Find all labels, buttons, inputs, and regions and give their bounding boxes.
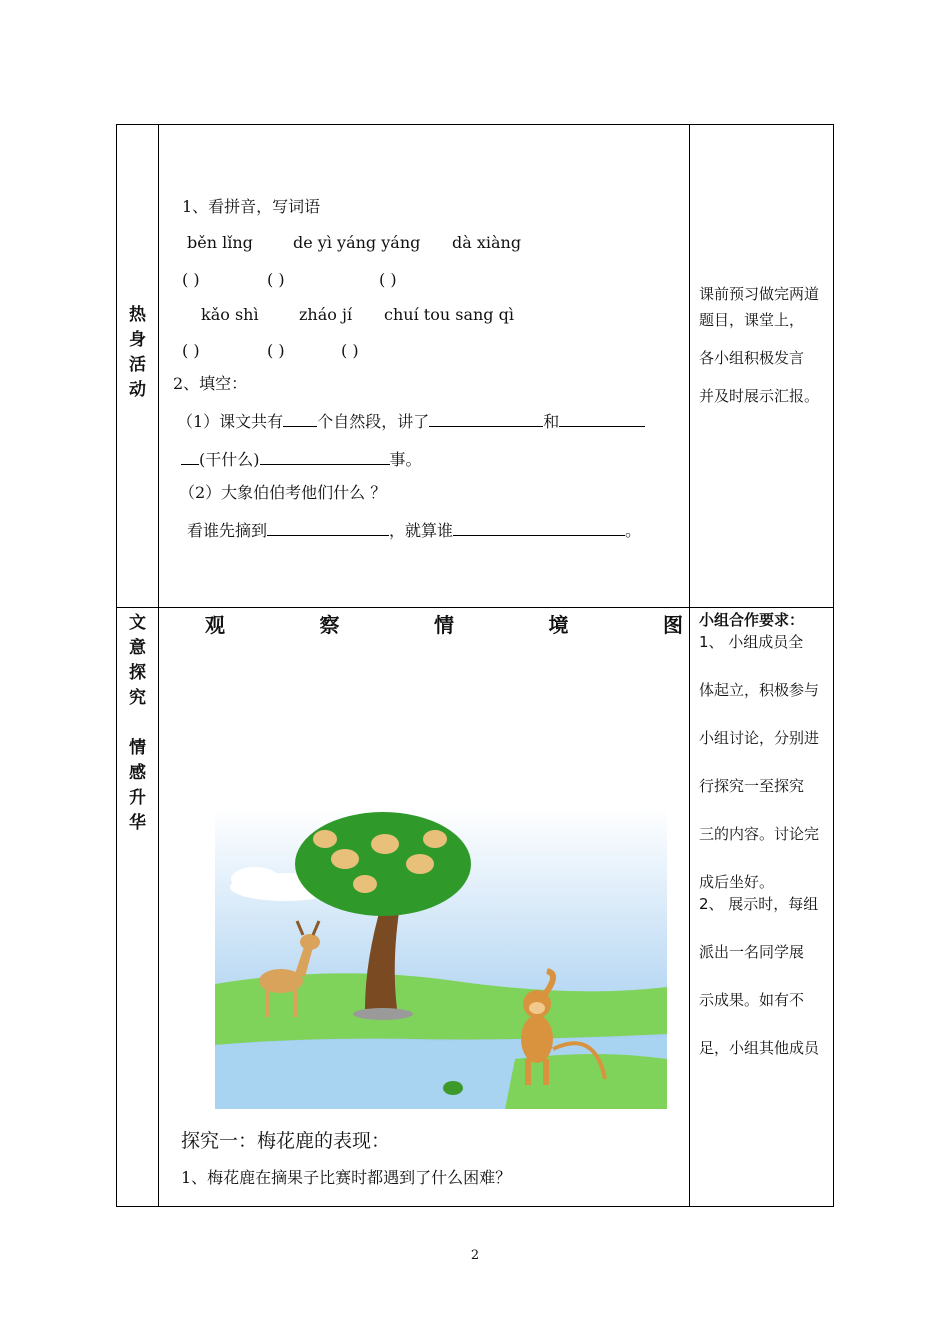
column-divider xyxy=(689,125,690,1206)
question-text: （2）大象伯伯考他们什么 ？ xyxy=(179,483,387,502)
answer-parens: ( ) xyxy=(182,341,200,360)
answer-parens: ( ) xyxy=(267,341,285,360)
q2-title: 2、填空： xyxy=(173,374,248,393)
fill-blank-line: (干什么) 事。 xyxy=(181,448,422,470)
teacher-note: 课前预习做完两道题目，课堂上， 各小组积极发言 并及时展示汇报。 xyxy=(699,285,820,405)
pinyin: dà xiàng xyxy=(452,233,522,252)
question-text: 1、梅花鹿在摘果子比赛时都遇到了什么困难？ xyxy=(181,1168,512,1187)
answer-parens: ( ) xyxy=(341,341,359,360)
pinyin: běn lǐng xyxy=(187,233,253,252)
answer-parens: ( ) xyxy=(182,270,200,289)
page-number: 2 xyxy=(470,1248,480,1263)
answer-parens: ( ) xyxy=(267,270,285,289)
pinyin: zháo jí xyxy=(299,305,353,324)
group-requirements: 小组合作要求： 1、 小组成员全 体起立，积极参与 小组讨论，分别进 行探究一至探究 三的内容。讨论完 成后坐好。 2、 展示时，每组 派出一名同学展 示成果。如有不 足，小组其他成员 xyxy=(699,609,829,1059)
q1-title: 1、看拼音，写词语 xyxy=(182,197,321,216)
row-divider xyxy=(117,607,833,608)
fill-blank-line: 看谁先摘到 ，就算谁 。 xyxy=(187,521,642,540)
scene-heading: 观 察 情 境 图 xyxy=(205,613,683,637)
answer-parens: ( ) xyxy=(379,270,397,289)
column-divider xyxy=(158,125,159,1206)
pinyin: de yì yáng yáng xyxy=(293,233,421,252)
warmup-label: 热 身 活 动 xyxy=(129,305,146,400)
explore-label: 文 意 探 究 情 感 升 华 xyxy=(129,613,146,833)
pinyin: kǎo shì xyxy=(201,305,259,324)
fill-blank-line: （1）课文共有 个自然段，讲了 和 xyxy=(177,410,645,432)
lesson-table xyxy=(116,124,834,1207)
requirements-title: 小组合作要求： xyxy=(699,611,805,629)
pinyin: chuí tou sang qì xyxy=(384,305,514,324)
story-illustration xyxy=(215,809,667,1109)
explore-title: 探究一：梅花鹿的表现： xyxy=(181,1130,391,1152)
